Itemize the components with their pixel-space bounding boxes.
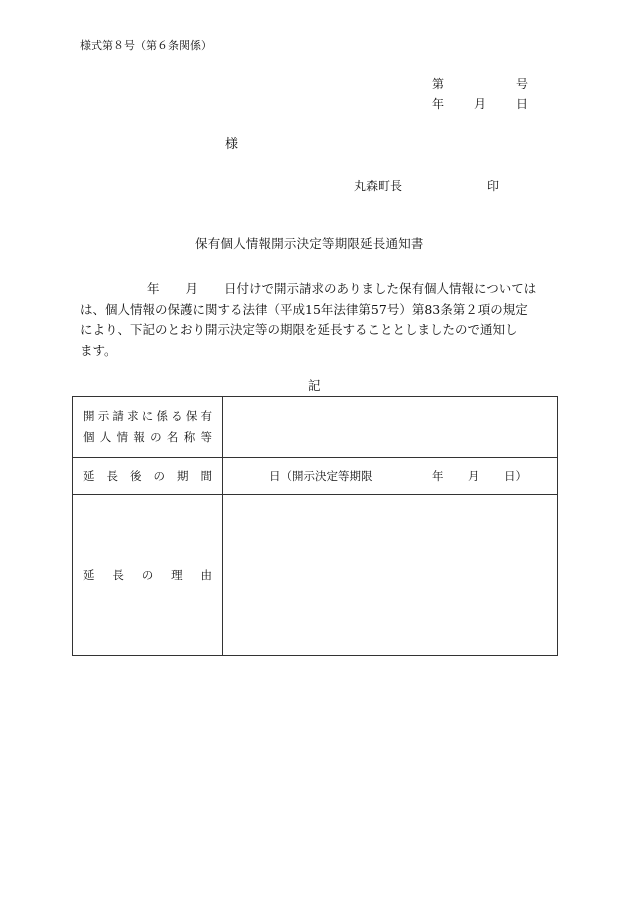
- document-number-suffix: 号: [516, 77, 529, 91]
- seal-mark: 印: [487, 179, 500, 193]
- label-char: 長: [106, 468, 118, 483]
- body-month: 月: [185, 281, 199, 296]
- label-char: 由: [200, 567, 212, 582]
- label-char: 有: [200, 409, 212, 423]
- label-char: 延: [83, 468, 95, 483]
- label-reason-text: [83, 565, 212, 586]
- label-char: に: [141, 409, 154, 423]
- notice-body: [80, 279, 554, 361]
- label-char: 求: [127, 409, 139, 423]
- label-char: る: [171, 409, 183, 423]
- label-char: 報: [133, 430, 145, 444]
- document-title: 保有個人情報開示決定等期限延長通知書: [195, 236, 424, 251]
- document-number: [432, 77, 529, 91]
- table-row-reason: [73, 495, 558, 656]
- ki-heading: 記: [308, 378, 321, 393]
- label-char: 称: [183, 430, 196, 444]
- label-char: の: [150, 430, 162, 444]
- period-day: 日）: [504, 469, 527, 483]
- sender-name: 丸森町長: [354, 179, 403, 193]
- body-year: 年: [147, 281, 160, 296]
- value-reason[interactable]: [223, 495, 558, 656]
- label-char: 等: [200, 430, 212, 444]
- label-char: 人: [99, 430, 112, 444]
- label-char: 情: [116, 430, 129, 444]
- issue-date-day: 日: [516, 97, 529, 111]
- label-char: 開: [83, 409, 95, 423]
- label-char: 保: [185, 409, 198, 423]
- notice-body-line-4: ます。: [80, 342, 117, 358]
- document-number-prefix: 第: [432, 77, 445, 91]
- label-extended-period-text: [83, 466, 212, 487]
- form-number: 様式第８号（第６条関係）: [80, 39, 212, 52]
- label-char: 名: [166, 430, 179, 444]
- table-row-request-info: [73, 397, 558, 458]
- table-row-extended-period: [73, 458, 558, 495]
- label-char: 長: [112, 567, 124, 582]
- label-char: 示: [97, 409, 110, 423]
- label-char: 後: [130, 468, 142, 483]
- notice-table: [72, 396, 558, 656]
- period-year: 年: [432, 469, 444, 483]
- notice-body-line-3: により、下記のとおり開示決定等の期限を延長することとしましたので通知し: [80, 322, 518, 337]
- label-char: 理: [171, 567, 183, 582]
- label-reason: [73, 495, 223, 656]
- issue-date-year: 年: [432, 97, 445, 111]
- label-request-info-line-2: [83, 427, 212, 448]
- label-char: 間: [200, 468, 212, 483]
- notice-body-line-2: は、個人情報の保護に関する法律（平成15年法律第57号）第83条第２項の規定: [80, 301, 528, 317]
- value-extended-period[interactable]: [223, 458, 558, 495]
- label-request-info: [73, 397, 223, 458]
- body-line1-rest: 日付けで開示請求のありました保有個人情報については: [224, 281, 537, 296]
- period-month: 月: [468, 469, 480, 483]
- label-char: 期: [177, 468, 189, 483]
- notice-body-line-1: [80, 279, 554, 300]
- label-char: の: [141, 567, 154, 582]
- label-char: の: [153, 468, 165, 483]
- label-char: 延: [83, 567, 95, 582]
- label-request-info-line-1: [83, 406, 212, 427]
- label-char: 係: [156, 409, 168, 423]
- value-request-info[interactable]: [223, 397, 558, 458]
- label-char: 請: [112, 409, 124, 423]
- recipient-honorific: 様: [225, 137, 239, 152]
- label-char: 個: [83, 430, 95, 444]
- issue-date-month: 月: [474, 97, 487, 111]
- period-prefix: 日（開示決定等期限: [269, 469, 373, 483]
- label-extended-period: [73, 458, 223, 495]
